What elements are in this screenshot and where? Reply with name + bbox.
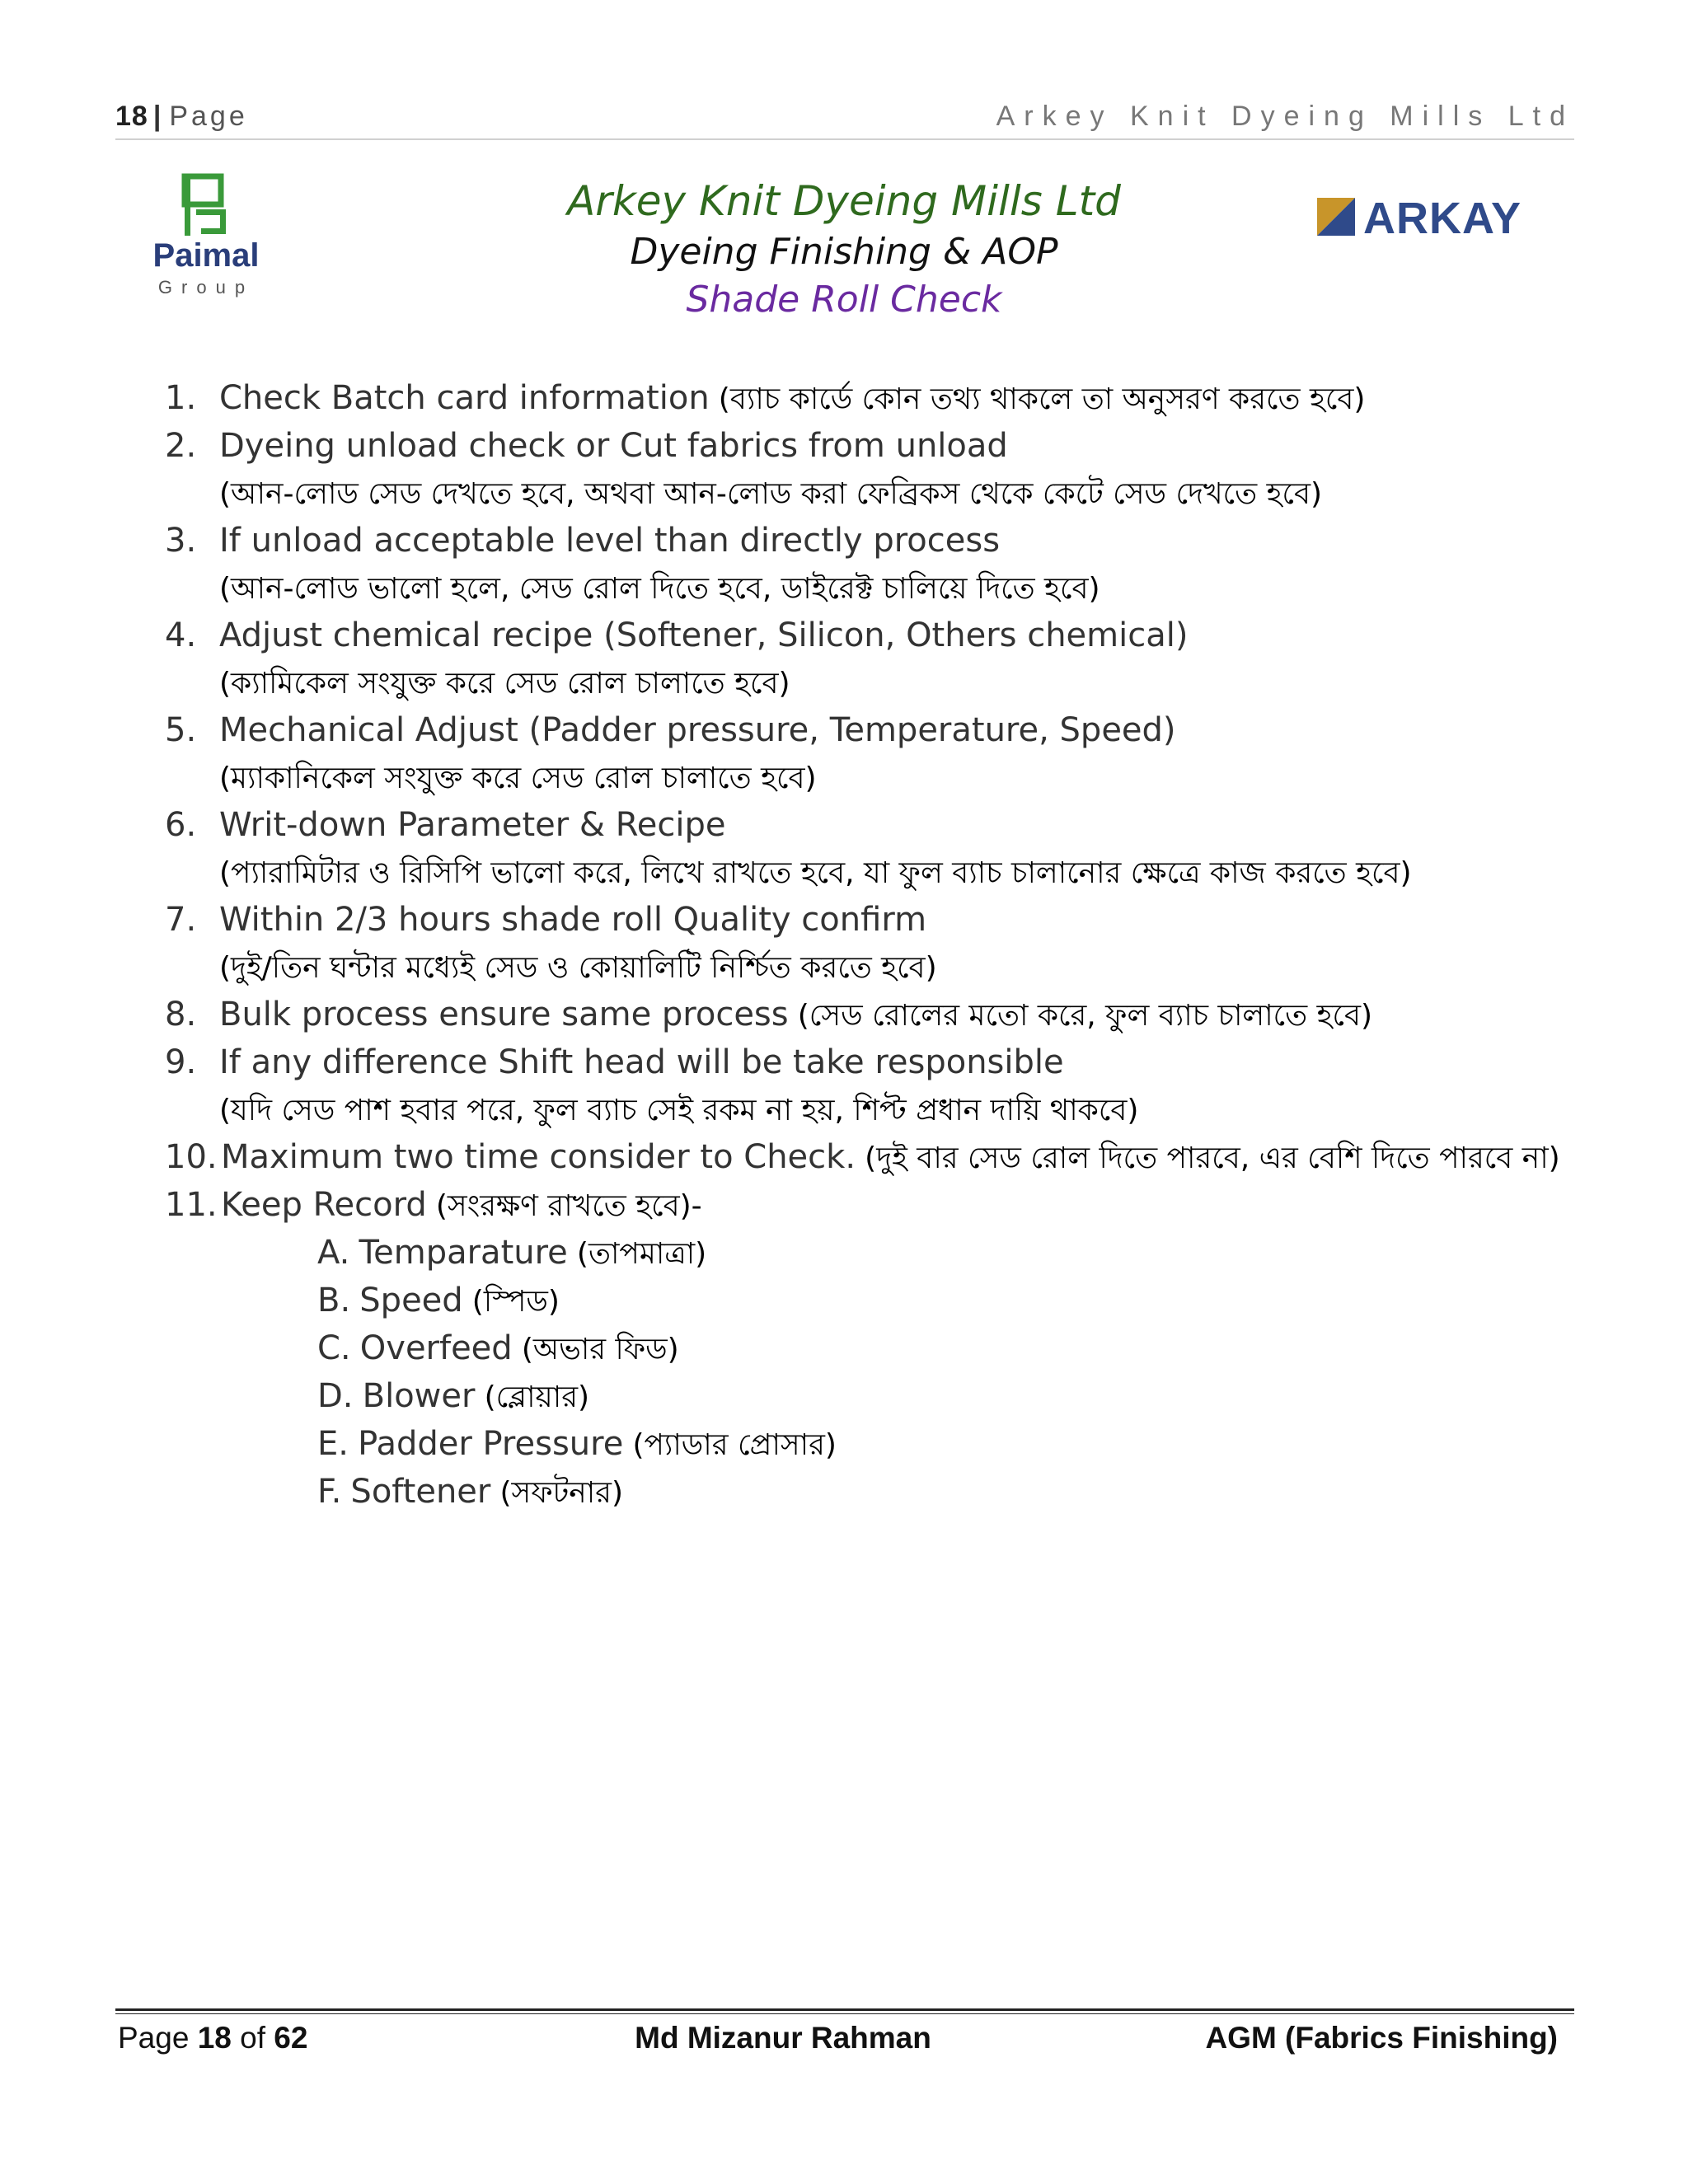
step-number: 5. [165, 711, 197, 749]
record-letter: D. [317, 1377, 354, 1415]
step-text: Within 2/3 hours shade roll Quality confirm [219, 901, 927, 939]
step-number: 11. [165, 1186, 218, 1224]
record-text: Overfeed [359, 1329, 513, 1367]
step-1 [165, 375, 1582, 423]
record-item-temperature [165, 1230, 1582, 1277]
footer-rule-thin [115, 2013, 1574, 2014]
procedure-steps [165, 375, 1582, 1516]
step-bangla: (ম্যাকানিকেল সংযুক্ত করে সেড রোল চালাতে হবে) [219, 762, 817, 795]
step-bangla: (ব্যাচ কার্ডে কোন তথ্য থাকলে তা অনুসরণ করতে হবে) [718, 382, 1366, 416]
record-text: Temparature [359, 1234, 568, 1272]
step-text: Bulk process ensure same process [219, 996, 789, 1033]
step-number: 10. [165, 1138, 218, 1176]
step-9 [165, 1039, 1582, 1086]
record-item-padder-pressure [165, 1421, 1582, 1469]
footer-role: AGM (Fabrics Finishing) [1205, 2021, 1558, 2055]
step-7-bangla [165, 944, 1582, 991]
footer-total-pages: 62 [274, 2021, 308, 2055]
page-number: 18 [115, 101, 148, 132]
subject-title: Shade Roll Check [686, 279, 1002, 321]
step-bangla: (দুই বার সেড রোল দিতে পারবে, এর বেশি দিতে পারবে না) [865, 1141, 1560, 1175]
footer-current-page: 18 [197, 2021, 232, 2055]
step-4 [165, 612, 1582, 659]
record-letter: A. [317, 1234, 350, 1272]
header-company: Arkey Knit Dyeing Mills Ltd [996, 101, 1574, 132]
step-number: 2. [165, 427, 197, 465]
step-6 [165, 802, 1582, 849]
step-number: 7. [165, 901, 197, 939]
paimal-name: Paimal [152, 237, 260, 274]
page-word: Page [169, 101, 248, 132]
step-text: Mechanical Adjust (Padder pressure, Temperature, Speed) [219, 711, 1176, 749]
record-text: Speed [359, 1282, 463, 1319]
step-text: Check Batch card information [219, 379, 710, 417]
step-5 [165, 707, 1582, 754]
record-letter: B. [317, 1282, 351, 1319]
step-number: 8. [165, 996, 197, 1033]
step-number: 4. [165, 616, 197, 654]
paimal-group: Group [157, 277, 255, 298]
step-text: Dyeing unload check or Cut fabrics from unload [219, 427, 1008, 465]
record-letter: F. [317, 1473, 342, 1511]
record-item-softener [165, 1469, 1582, 1516]
step-3-bangla [165, 565, 1582, 612]
step-number: 3. [165, 522, 197, 560]
step-3 [165, 518, 1582, 565]
record-bangla: (প্যাডার প্রোসার) [632, 1428, 837, 1462]
record-letter: E. [317, 1425, 349, 1463]
step-4-bangla [165, 659, 1582, 707]
step-bangla: (যদি সেড পাশ হবার পরে, ফুল ব্যাচ সেই রকম না হয়, শিপ্ট প্রধান দায়ি থাকবে) [219, 1094, 1139, 1127]
step-2-bangla [165, 470, 1582, 518]
company-title: Arkey Knit Dyeing Mills Ltd [567, 177, 1121, 225]
step-text: Maximum two time consider to Check. [221, 1138, 856, 1176]
step-number: 6. [165, 806, 197, 844]
step-bangla: (ক্যামিকেল সংযুক্ত করে সেড রোল চালাতে হবে) [219, 667, 790, 701]
step-11 [165, 1182, 1582, 1230]
step-text: If any difference Shift head will be take responsible [219, 1043, 1064, 1081]
record-item-overfeed [165, 1325, 1582, 1373]
footer-rule [115, 2008, 1574, 2011]
step-text: Adjust chemical recipe (Softener, Silicon, Others chemical) [219, 616, 1189, 654]
record-bangla: (অভার ফিড) [521, 1333, 679, 1366]
step-5-bangla [165, 754, 1582, 802]
step-bangla: (দুই/তিন ঘন্টার মধ্যেই সেড ও কোয়ালিটি নির্শ্চিত করতে হবে) [219, 951, 937, 985]
step-bangla: (আন-লোড সেড দেখতে হবে, অথবা আন-লোড করা ফেব্রিকস থেকে কেটে সেড দেখতে হবে) [219, 477, 1323, 511]
step-7 [165, 897, 1582, 944]
record-bangla: (স্পিড) [471, 1285, 560, 1319]
record-text: Blower [362, 1377, 476, 1415]
step-bangla: (প্যারামিটার ও রিসিপি ভালো করে, লিখে রাখতে হবে, যা ফুল ব্যাচ চালানোর ক্ষেত্রে কাজ করতে হবে) [219, 856, 1412, 890]
record-text: Softener [350, 1473, 491, 1511]
page-indicator [115, 101, 248, 133]
step-bangla: (সংরক্ষণ রাখতে হবে)- [435, 1189, 702, 1223]
record-bangla: (তাপমাত্রা) [576, 1237, 707, 1271]
step-6-bangla [165, 849, 1582, 897]
step-bangla: (আন-লোড ভালো হলে, সেড রোল দিতে হবে, ডাইরেক্ট চালিয়ে দিতে হবে) [219, 572, 1100, 606]
step-2 [165, 423, 1582, 470]
step-10 [165, 1134, 1582, 1182]
footer-page-word: Page [118, 2021, 190, 2055]
arkay-name: ARKAY [1363, 194, 1522, 243]
department-title: Dyeing Finishing & AOP [630, 231, 1058, 273]
record-item-speed [165, 1277, 1582, 1325]
step-8 [165, 991, 1582, 1039]
record-bangla: (সফটনার) [499, 1476, 624, 1510]
step-text: If unload acceptable level than directly process [219, 522, 1001, 560]
footer-of-word: of [240, 2021, 265, 2055]
footer-author: Md Mizanur Rahman [635, 2021, 931, 2055]
step-9-bangla [165, 1086, 1582, 1134]
record-item-blower [165, 1373, 1582, 1421]
step-number: 9. [165, 1043, 197, 1081]
header-separator: | [152, 101, 165, 132]
step-bangla: (সেড রোলের মতো করে, ফুল ব্যাচ চালাতে হবে) [797, 999, 1373, 1033]
record-bangla: (ব্লোয়ার) [484, 1380, 590, 1414]
step-number: 1. [165, 379, 197, 417]
running-header [115, 97, 1574, 140]
record-text: Padder Pressure [358, 1425, 624, 1463]
step-text: Writ-down Parameter & Recipe [219, 806, 726, 844]
record-letter: C. [317, 1329, 351, 1367]
step-text: Keep Record [221, 1186, 427, 1224]
